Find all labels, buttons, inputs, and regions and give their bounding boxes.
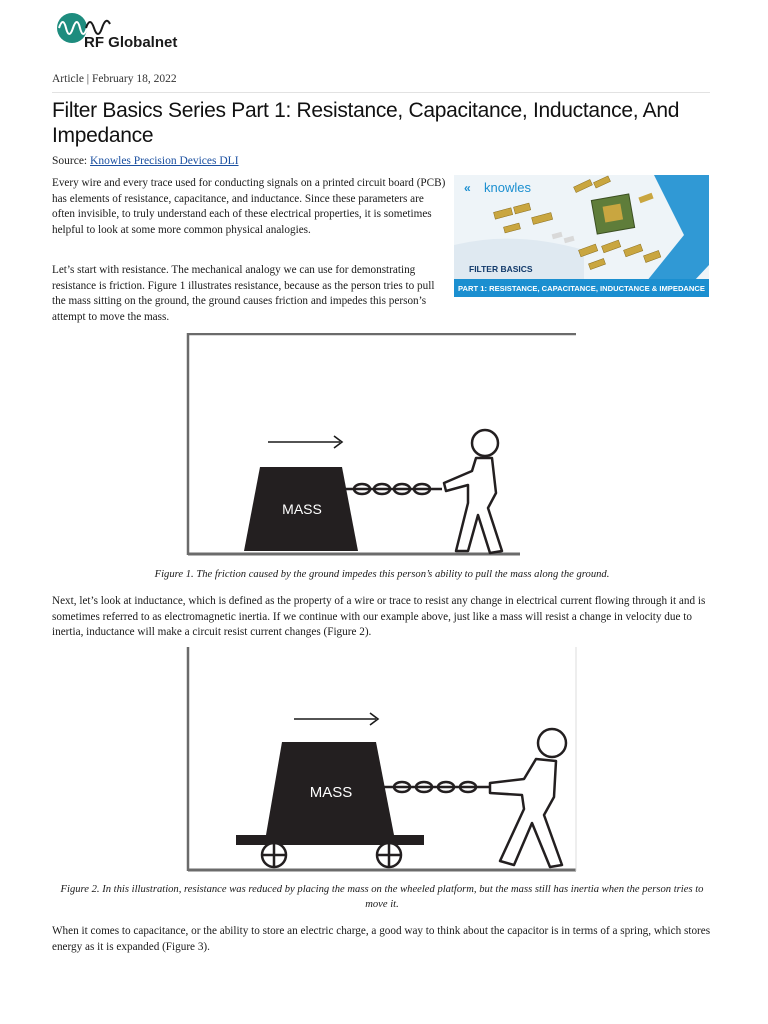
- paragraph-inductance: Next, let’s look at inductance, which is defined as the property of a wire or trace to resist any change in electrical current flowing through it and is sometimes referred to as electromagnetic inertia. If we continue with our example above, just like a mass will resist a change in velocity due to inertia, inductance will make a circuit resist current changes (Figure 2).: [52, 595, 706, 638]
- rf-globalnet-logo[interactable]: [56, 10, 286, 52]
- paragraph-resistance: Let’s start with resistance. The mechanical analogy we can use for demonstrating resistance is friction. Figure 1 illustrates resistance, because as the person tries to pull the mass sitting on the ground, the ground causes friction and impedes this person’s attempt to move the mass.: [52, 264, 435, 323]
- banner-subtitle: PART 1: RESISTANCE, CAPACITANCE, INDUCTANCE & IMPEDANCE: [458, 284, 705, 293]
- svg-text:«: «: [464, 181, 471, 195]
- wheels: [262, 843, 401, 867]
- banner-brand: knowles: [484, 180, 531, 195]
- logo-text: RF Globalnet: [84, 34, 178, 51]
- source-label: Source:: [52, 155, 91, 167]
- chain: [344, 484, 442, 494]
- banner-filter-basics: FILTER BASICS: [469, 264, 533, 274]
- figure-1-illustration: [184, 333, 580, 559]
- article-meta: Article | February 18, 2022: [52, 73, 177, 85]
- divider: [52, 92, 710, 93]
- figure-1-caption: Figure 1. The friction caused by the ground impedes this person’s ability to pull the mass along the ground.: [154, 569, 610, 580]
- article-source: [52, 155, 239, 167]
- paragraph-intro: Every wire and every trace used for conducting signals on a printed circuit board (PCB) has elements of resistance, capacitance, and inductance. Since these parameters are often invisible, to truly understand each of these electrical properties, it is sometimes helpful to look at some more common physical analogies.: [52, 177, 446, 236]
- article-title: Filter Basics Series Part 1: Resistance, Capacitance, Inductance, And Impedance: [52, 99, 680, 147]
- source-link[interactable]: Knowles Precision Devices DLI: [90, 155, 239, 167]
- filter-basics-banner-image: [454, 175, 709, 297]
- paragraph-capacitance: When it comes to capacitance, or the ability to store an electric charge, a good way to think about the capacitor is in terms of a spring, which stores energy as it is expanded (Figure 3).: [52, 925, 711, 953]
- chain: [382, 782, 490, 792]
- person-figure: [444, 430, 502, 553]
- figure-2-illustration: [184, 647, 580, 874]
- person-figure: [490, 729, 566, 867]
- mass-label: MASS: [282, 501, 322, 517]
- mass-label: MASS: [309, 784, 353, 801]
- figure-2-caption: Figure 2. In this illustration, resistance was reduced by placing the mass on the wheeled platform, but the mass still has inertia when the person tries to move it.: [60, 884, 704, 910]
- wheeled-platform: [236, 835, 424, 845]
